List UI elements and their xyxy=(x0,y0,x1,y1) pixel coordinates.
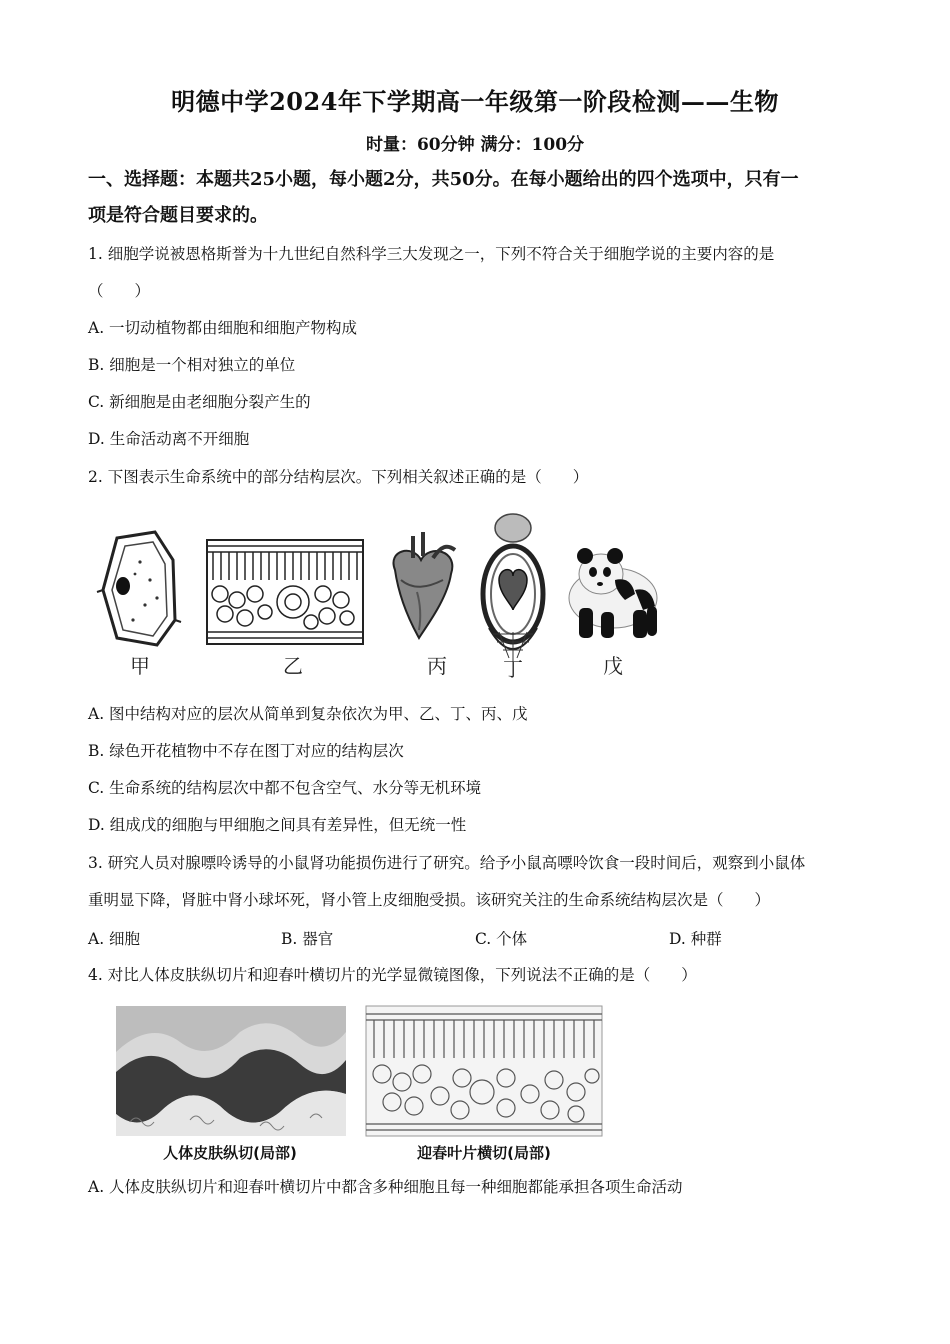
q2-stem: 2. 下图表示生命系统中的部分结构层次。下列相关叙述正确的是（ ） xyxy=(88,468,589,486)
skin-caption: 人体皮肤纵切(局部) xyxy=(163,1144,297,1162)
circulatory-system-image xyxy=(483,514,543,662)
q1-stem-line2: （ ） xyxy=(88,282,151,300)
plant-cell-image xyxy=(97,532,181,645)
q2-option-c: C. 生命系统的结构层次中都不包含空气、水分等无机环境 xyxy=(88,779,482,797)
leaf-caption: 迎春叶片横切(局部) xyxy=(417,1144,551,1162)
leaf-section-micrograph xyxy=(366,1006,602,1136)
leaf-tissue-image xyxy=(207,540,363,644)
figure-label-jia: 甲 xyxy=(130,654,150,678)
section-heading-line1: 一、选择题：本题共25小题，每小题2分，共50分。在每小题给出的四个选项中，只有一 xyxy=(88,169,799,190)
q2-option-d: D. 组成戊的细胞与甲细胞之间具有差异性，但无统一性 xyxy=(88,816,467,834)
q1-option-a: A. 一切动植物都由细胞和细胞产物构成 xyxy=(88,319,358,337)
figure-label-ding: 丁 xyxy=(503,657,523,681)
q2-option-b: B. 绿色开花植物中不存在图丁对应的结构层次 xyxy=(88,742,404,760)
figure-label-bing: 丙 xyxy=(427,654,447,678)
q3-option-a: A. 细胞 xyxy=(88,930,141,948)
q4-option-a: A. 人体皮肤纵切片和迎春叶横切片中都含多种细胞且每一种细胞都能承担各项生命活动 xyxy=(88,1178,683,1196)
q3-stem-line1: 3. 研究人员对腺嘌呤诱导的小鼠肾功能损伤进行了研究。给予小鼠高嘌呤饮食一段时间后，观察到小鼠体 xyxy=(88,854,806,872)
skin-section-micrograph xyxy=(116,1006,346,1136)
q3-option-c: C. 个体 xyxy=(475,930,528,948)
life-system-levels-figure xyxy=(95,510,665,685)
q2-option-a: A. 图中结构对应的层次从简单到复杂依次为甲、乙、丁、丙、戊 xyxy=(88,705,528,723)
q3-option-d: D. 种群 xyxy=(669,930,722,948)
section-heading-line2: 项是符合题目要求的。 xyxy=(88,205,268,226)
heart-image xyxy=(393,532,455,638)
q1-option-d: D. 生命活动离不开细胞 xyxy=(88,430,250,448)
q3-stem-line2: 重明显下降，肾脏中肾小球坏死，肾小管上皮细胞受损。该研究关注的生命系统结构层次是（ ） xyxy=(88,891,771,909)
q1-option-b: B. 细胞是一个相对独立的单位 xyxy=(88,356,296,374)
exam-title: 明德中学2024年下学期高一年级第一阶段检测——生物 xyxy=(171,87,779,116)
q4-stem: 4. 对比人体皮肤纵切片和迎春叶横切片的光学显微镜图像，下列说法不正确的是（ ） xyxy=(88,966,697,984)
exam-subtitle: 时量：60分钟 满分：100分 xyxy=(365,135,585,155)
q1-option-c: C. 新细胞是由老细胞分裂产生的 xyxy=(88,393,311,411)
panda-image xyxy=(569,548,657,638)
figure-label-wu: 戊 xyxy=(603,654,623,678)
figure-label-yi: 乙 xyxy=(283,654,303,678)
q3-option-b: B. 器官 xyxy=(281,930,334,948)
micrograph-comparison-figure xyxy=(110,1002,610,1167)
q1-stem-line1: 1. 细胞学说被恩格斯誉为十九世纪自然科学三大发现之一，下列不符合关于细胞学说的主要内容的是 xyxy=(88,245,775,263)
